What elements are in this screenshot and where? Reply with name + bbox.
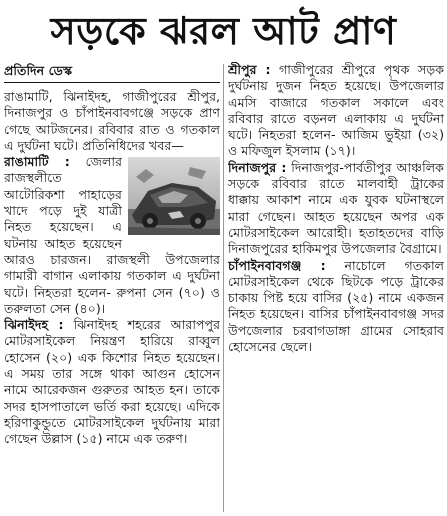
story-rangamati-location: রাঙামাটি :	[4, 154, 70, 170]
byline: প্রতিদিন ডেস্ক	[4, 62, 220, 83]
story-sreepur-location: শ্রীপুর :	[228, 62, 271, 77]
story-chapainawabganj-location: চাঁপাইনবাবগঞ্জ :	[228, 257, 326, 273]
story-jhenaidah-text: ঝিনাইদহ শহরের আরাপপুর মোটরসাইকেল নিয়ন্ত্রণ হারিয়ে রাব্বুল হোসেন (২০) এক কিশোর নিহত হয়েছেন। এ সময় তার সঙ্গে থাকা আগুন হোসেন নামে আরেকজন গুরুতর আহত হন। তাকে সদর হাসপাতালে ভর্তি করা হয়েছে। এদিকে হরিণাকুন্ডুতে মোটরসাইকেল দুর্ঘটনায় মারা গেছেন উল্লাস (১৫) নামে এক তরুণ।	[4, 317, 220, 447]
story-jhenaidah	[4, 317, 220, 447]
story-dinajpur-location: দিনাজপুর :	[228, 159, 287, 175]
story-sreepur	[228, 62, 444, 160]
article-headline: সড়কে ঝরল আট প্রাণ	[50, 9, 397, 53]
accident-photo	[128, 157, 220, 235]
wrecked-vehicle-photo-icon	[128, 157, 220, 235]
story-chapainawabganj	[228, 258, 444, 356]
story-sreepur-text: গাজীপুরের শ্রীপুরে পৃথক সড়ক দুর্ঘটনায় দুজন নিহত হয়েছে। উপজেলার এমসি বাজারে গতকাল সকালে এবং রবিবার রাতে বড়নল এলাকায় এ দুর্ঘটনা ঘটে। নিহতরা হলেন- আজিম ভুইয়া (৩২) ও মফিজুল ইসলাম (১৭)।	[228, 62, 444, 159]
column-left	[4, 62, 220, 514]
story-rangamati-text: জেলার রাজস্থলীতে আটোরিকশা পাহাড়ের খাদে পড়ে দুই যাত্রী নিহত হয়েছেন। এ ঘটনায় আহত হয়েছেন আরও চারজন। রাজস্থলী উপজেলার গামারী বাগান এলাকায় গতকাল এ দুর্ঘটনা ঘটে। নিহতরা হলেন- রুপনা সেন (৭০) ও তরুলতা সেন (৪০)।	[4, 154, 220, 316]
intro-paragraph: রাঙামাটি, ঝিনাইদহ, গাজীপুরের শ্রীপুর, দিনাজপুর ও চাঁপাইনবাবগঞ্জে সড়কে প্রাণ গেছে আটজনের। রবিবার রাত ও গতকাল এ দুর্ঘটনা ঘটে। প্রতিনিধিদের খবর—	[4, 89, 220, 153]
article-columns	[4, 62, 443, 514]
story-jhenaidah-location: ঝিনাইদহ :	[4, 317, 64, 333]
column-divider	[223, 64, 224, 512]
story-dinajpur	[228, 160, 444, 258]
story-chapainawabganj-text: নাচোলে গতকাল মোটরসাইকেল থেকে ছিটকে পড়ে ট্রাকের চাকায় পিষ্ট হয়ে বাসির (২৫) নামে একজন নিহত হয়েছেন। বাসির চাঁপাইনবাবগঞ্জ সদর উপজেলার চরবাগডাঙ্গা গ্রামের সোহরাব হোসেনের ছেলে।	[228, 257, 444, 355]
column-right	[228, 62, 444, 514]
story-dinajpur-text: দিনাজপুর-পার্বতীপুর আঞ্চলিক সড়কে রবিবার রাতে মালবাহী ট্রাকের ধাক্কায় আকাশ নামে এক যুবক ঘটনাস্থলে মারা গেছেন। আহত হয়েছেন অপর এক মোটরসাইকেল আরোহী। হতাহতদের বাড়ি দিনাজপুরের হাকিমপুর উপজেলার বৈগ্রামে।	[228, 159, 444, 257]
